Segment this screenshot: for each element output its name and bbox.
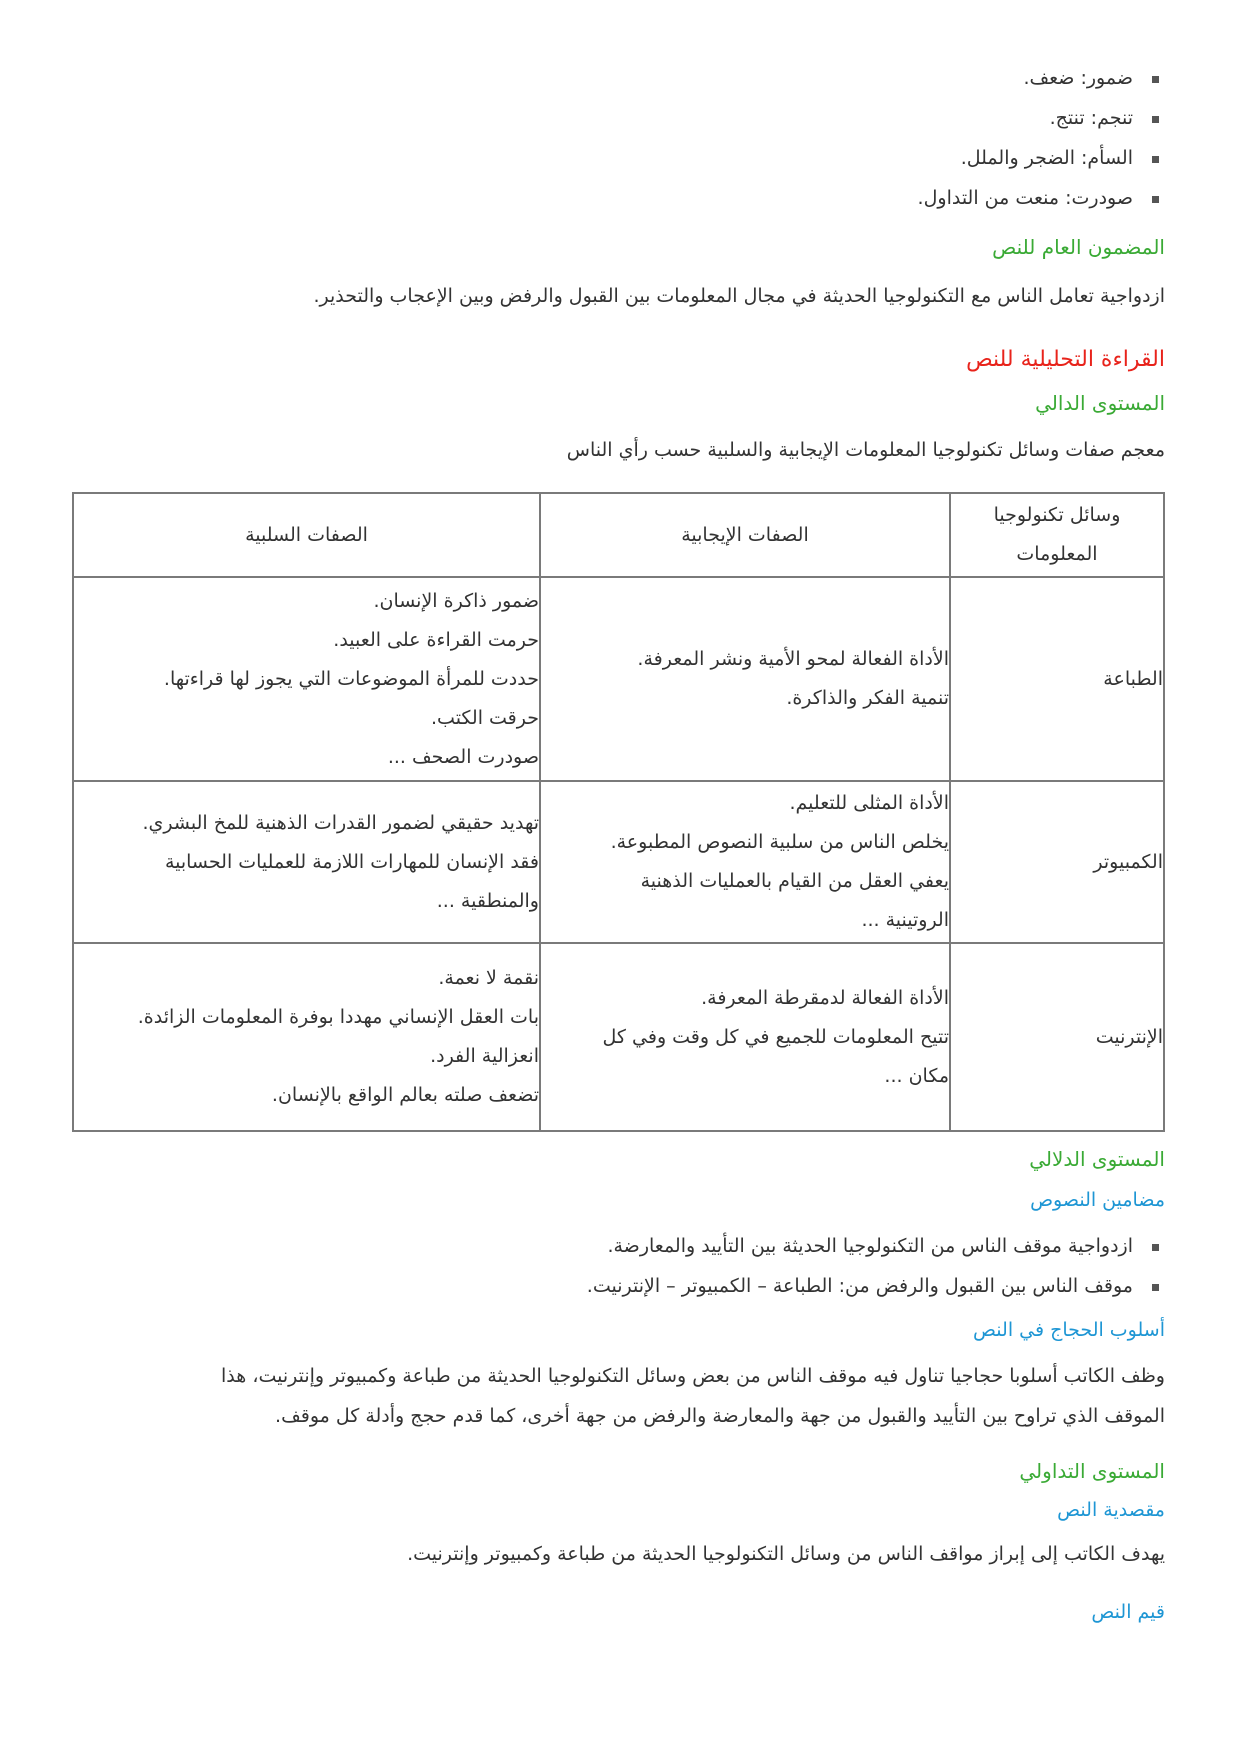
- table-row: [73, 781, 1164, 943]
- cell-positive: الأداة الفعالة لدمقرطة المعرفة. تتيح المعلومات للجميع في كل وقت وفي كل مكان ...: [540, 943, 950, 1131]
- list-item: صودرت: منعت من التداول.: [77, 178, 1133, 218]
- intent-subheading: مقصدية النص: [1057, 1499, 1165, 1521]
- square-bullet-icon: [1152, 196, 1159, 203]
- square-bullet-icon: [1152, 1244, 1159, 1251]
- general-content-text: ازدواجية تعامل الناس مع التكنولوجيا الحديثة في مجال المعلومات بين القبول والرفض وبين الإعجاب والتحذير.: [313, 285, 1165, 307]
- header-positive: الصفات الإيجابية: [540, 493, 950, 577]
- cell-tool: الإنترنيت: [950, 943, 1164, 1131]
- table-row: [73, 577, 1164, 781]
- square-bullet-icon: [1152, 116, 1159, 123]
- pragmatic-level-heading: المستوى التداولي: [1019, 1459, 1165, 1483]
- header-tool: وسائل تكنولوجيا المعلومات: [950, 493, 1164, 577]
- cell-negative: نقمة لا نعمة. بات العقل الإنساني مهددا بوفرة المعلومات الزائدة. انعزالية الفرد. تضعف صلته بعالم الواقع بالإنسان.: [73, 943, 540, 1131]
- cell-tool: الطباعة: [950, 577, 1164, 781]
- text-values-subheading: قيم النص: [1091, 1601, 1165, 1623]
- signifier-level-heading: المستوى الدالي: [1035, 391, 1165, 415]
- semantic-level-heading: المستوى الدلالي: [1029, 1147, 1165, 1171]
- argumentation-text: وظف الكاتب أسلوبا حجاجيا تناول فيه موقف الناس من بعض وسائل التكنولوجيا الحديثة من طباعة وكمبيوتر وإنترنيت، هذا الموقف الذي تراوح بين التأييد والقبول من جهة والمعارضة والرفض من جهة أخرى، كما قدم حجج وأدلة كل موقف.: [221, 1365, 1165, 1427]
- intent-text: يهدف الكاتب إلى إبراز مواقف الناس من وسائل التكنولوجيا الحديثة من طباعة وكمبيوتر وإنترنيت.: [407, 1543, 1165, 1565]
- cell-negative: ضمور ذاكرة الإنسان. حرمت القراءة على العبيد. حددت للمرأة الموضوعات التي يجوز لها قراءتها. حرقت الكتب. صودرت الصحف ...: [73, 577, 540, 781]
- cell-positive: الأداة المثلى للتعليم. يخلص الناس من سلبية النصوص المطبوعة. يعفي العقل من القيام بالعمليات الذهنية الروتينية ...: [540, 781, 950, 943]
- general-content-heading: المضمون العام للنص: [992, 235, 1165, 259]
- list-item: موقف الناس بين القبول والرفض من: الطباعة – الكمبيوتر – الإنترنيت.: [77, 1266, 1133, 1306]
- argumentation-heading: أسلوب الحجاج في النص: [973, 1319, 1165, 1341]
- vocabulary-list: [77, 58, 1165, 218]
- list-item: ضمور: ضعف.: [77, 58, 1133, 98]
- table-row: [73, 943, 1164, 1131]
- signifier-level-intro: معجم صفات وسائل تكنولوجيا المعلومات الإيجابية والسلبية حسب رأي الناس: [566, 439, 1165, 461]
- text-contents-subheading: مضامين النصوص: [1030, 1189, 1165, 1211]
- attributes-table: [72, 492, 1165, 1132]
- list-item: ازدواجية موقف الناس من التكنولوجيا الحديثة بين التأييد والمعارضة.: [77, 1226, 1133, 1266]
- contents-list: [77, 1226, 1165, 1306]
- square-bullet-icon: [1152, 156, 1159, 163]
- cell-negative: تهديد حقيقي لضمور القدرات الذهنية للمخ البشري. فقد الإنسان للمهارات اللازمة للعمليات الحسابية والمنطقية ...: [73, 781, 540, 943]
- cell-tool: الكمبيوتر: [950, 781, 1164, 943]
- cell-positive: الأداة الفعالة لمحو الأمية ونشر المعرفة. تنمية الفكر والذاكرة.: [540, 577, 950, 781]
- table-header-row: [73, 493, 1164, 577]
- square-bullet-icon: [1152, 1284, 1159, 1291]
- square-bullet-icon: [1152, 76, 1159, 83]
- list-item: السأم: الضجر والملل.: [77, 138, 1133, 178]
- list-item: تنجم: تنتج.: [77, 98, 1133, 138]
- header-negative: الصفات السلبية: [73, 493, 540, 577]
- analytical-reading-heading: القراءة التحليلية للنص: [966, 347, 1165, 372]
